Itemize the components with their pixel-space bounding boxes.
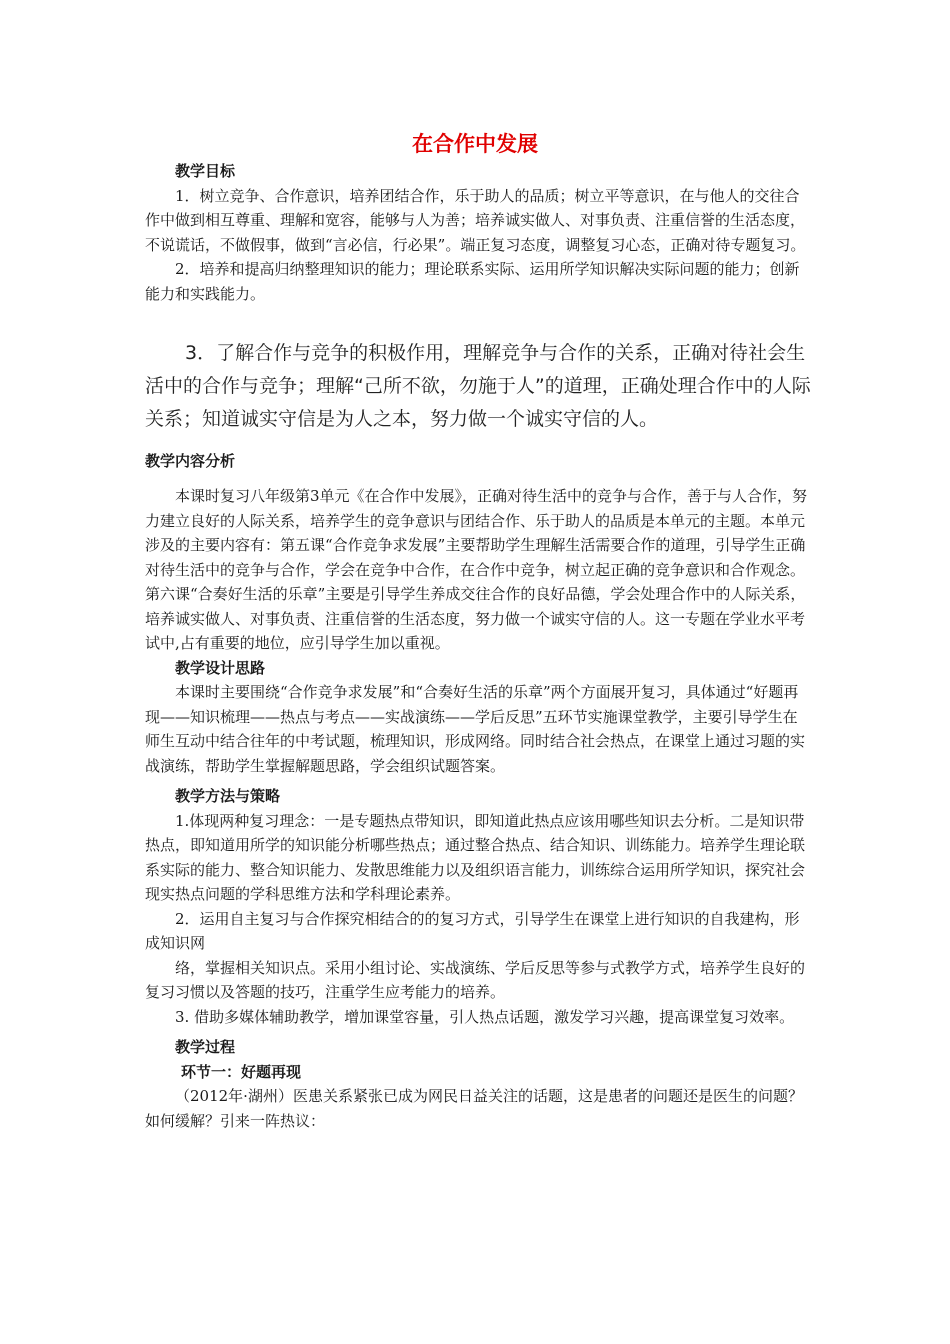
method-item-2a: 2．运用自主复习与合作探究相结合的的复习方式，引导学生在课堂上进行知识的自我建构，形成知识网 <box>145 909 800 952</box>
page-title: 在合作中发展 <box>412 132 538 156</box>
goal-item-1: 1．树立竞争、合作意识，培养团结合作，乐于助人的品质；树立平等意识，在与他人的交往合作中做到相互尊重、理解和宽容，能够与人为善；培养诚实做人、对事负责、注重信誉的生活态度，不说谎话，不做假事，做到“言必信，行必果”。端正复习态度，调整复习心态，正确对待专题复习。 <box>145 186 806 254</box>
goals-section <box>145 159 810 306</box>
goals-heading: 教学目标 <box>175 162 236 180</box>
methods-heading: 教学方法与策略 <box>175 787 281 805</box>
analysis-heading: 教学内容分析 <box>145 452 236 470</box>
design-text: 本课时主要围绕“合作竞争求发展”和“合奏好生活的乐章”两个方面展开复习，具体通过“好题再现——知识梳理——热点与考点——实战演练——学后反思”五环节实施课堂教学，主要引导学生在师生互动中结合往年的中考试题，梳理知识，形成网络。同时结合社会热点，在课堂上通过习题的实战演练，帮助学生掌握解题思路，学会组织试题答案。 <box>145 683 806 775</box>
analysis-text: 本课时复习八年级第3单元《在合作中发展》，正确对待生活中的竞争与合作，善于与人合作，努力建立良好的人际关系，培养学生的竞争意识与团结合作、乐于助人的品质是本单元的主题。本单元涉及的主要内容有：第五课“合作竞争求发展”主要帮助学生理解生活需要合作的道理，引导学生正确对待生活中的竞争与合作，学会在竞争中合作，在合作中竞争，树立起正确的竞争意识和合作观念。第六课“合奏好生活的乐章”主要是引导学生养成交往合作的良好品德，学会处理合作中的人际关系，培养诚实做人、对事负责、注重信誉的生活态度，努力做一个诚实守信的人。这一专题在学业水平考试中,占有重要的地位，应引导学生加以重视。 <box>145 487 808 652</box>
method-item-2b: 络，掌握相关知识点。采用小组讨论、实战演练、学后反思等参与式教学方式，培养学生良好的复习习惯以及答题的技巧，注重学生应考能力的培养。 <box>145 958 806 1001</box>
process-heading: 教学过程 <box>175 1038 236 1056</box>
method-item-1: 1.体现两种复习理念：一是专题热点带知识，即知道此热点应该用哪些知识去分析。二是知识带热点，即知道用所学的知识能分析哪些热点；通过整合热点、结合知识、训练能力。培养学生理论联系实际的能力、整合知识能力、发散思维能力以及组织语言能力，训练综合运用所学知识，探究社会现实热点问题的学科思维方法和学科理论素养。 <box>145 811 806 903</box>
method-item-3: 3. 借助多媒体辅助教学，增加课堂容量，引人热点话题，激发学习兴趣，提高课堂复习效率。 <box>175 1007 795 1026</box>
goal-item-3: 3．了解合作与竞争的积极作用，理解竞争与合作的关系，正确对待社会生活中的合作与竞争；理解“己所不欲，勿施于人”的道理，正确处理合作中的人际关系；知道诚实守信是为人之本，努力做一个诚实守信的人。 <box>145 342 811 430</box>
goal-item-3-scan <box>145 337 820 436</box>
analysis-body <box>145 484 810 1133</box>
process-text: （2012年·湖州）医患关系紧张已成为网民日益关注的话题，这是患者的问题还是医生的问题？如何缓解？引来一阵热议： <box>145 1087 803 1130</box>
analysis-section <box>145 449 810 474</box>
goal-item-2: 2．培养和提高归纳整理知识的能力；理论联系实际、运用所学知识解决实际问题的能力；创新能力和实践能力。 <box>145 260 800 303</box>
design-heading: 教学设计思路 <box>175 658 266 677</box>
process-step-1: 环节一：好题再现 <box>181 1062 302 1081</box>
